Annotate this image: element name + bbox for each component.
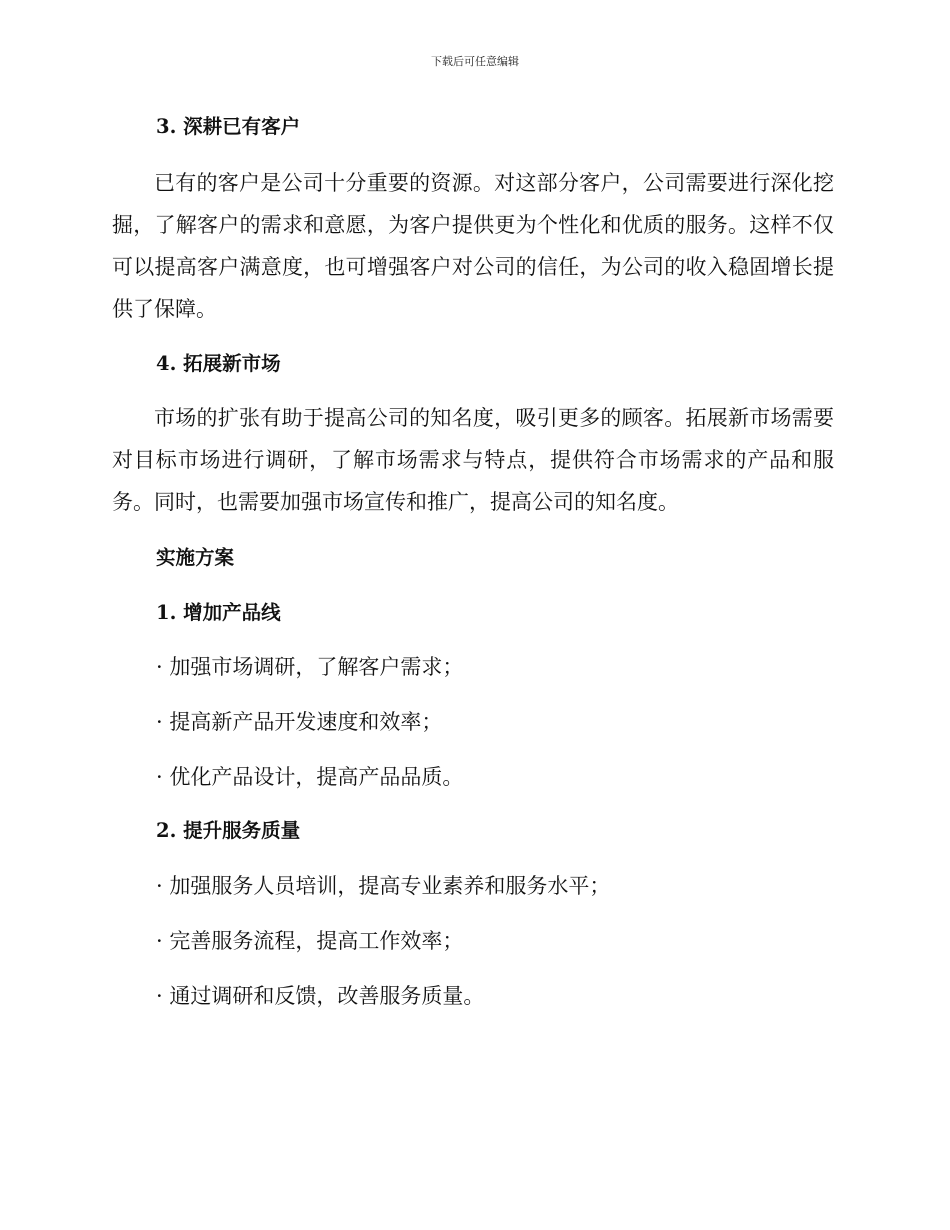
page-header: 下载后可任意编辑 [431, 55, 519, 68]
bullet-item: · 优化产品设计，提高产品品质。 [156, 765, 464, 789]
bullet-item: · 加强服务人员培训，提高专业素养和服务水平； [156, 874, 611, 898]
bullet-item: · 通过调研和反馈，改善服务质量。 [156, 984, 485, 1008]
section-heading-product-line: 1. 增加产品线 [156, 601, 281, 624]
section-heading-implementation-plan: 实施方案 [156, 546, 235, 569]
paragraph-new-market: 市场的扩张有助于提高公司的知名度，吸引更多的顾客。拓展新市场需要对目标市场进行调研，了解市场需求与特点，提供符合市场需求的产品和服务。同时，也需要加强市场宣传和推广，提高公司的知名度。 [112, 406, 834, 514]
paragraph-deepen-customers: 已有的客户是公司十分重要的资源。对这部分客户，公司需要进行深化挖掘，了解客户的需求和意愿，为客户提供更为个性化和优质的服务。这样不仅可以提高客户满意度，也可增强客户对公司的信任，为公司的收入稳固增长提供了保障。 [112, 171, 834, 321]
section-heading-service-quality: 2. 提升服务质量 [156, 819, 301, 842]
section-heading-new-market: 4. 拓展新市场 [156, 352, 281, 375]
section-heading-deepen-customers: 3. 深耕已有客户 [156, 115, 301, 138]
bullet-item: · 完善服务流程，提高工作效率； [156, 929, 464, 953]
bullet-item: · 提高新产品开发速度和效率； [156, 710, 443, 734]
bullet-item: · 加强市场调研，了解客户需求； [156, 655, 464, 679]
